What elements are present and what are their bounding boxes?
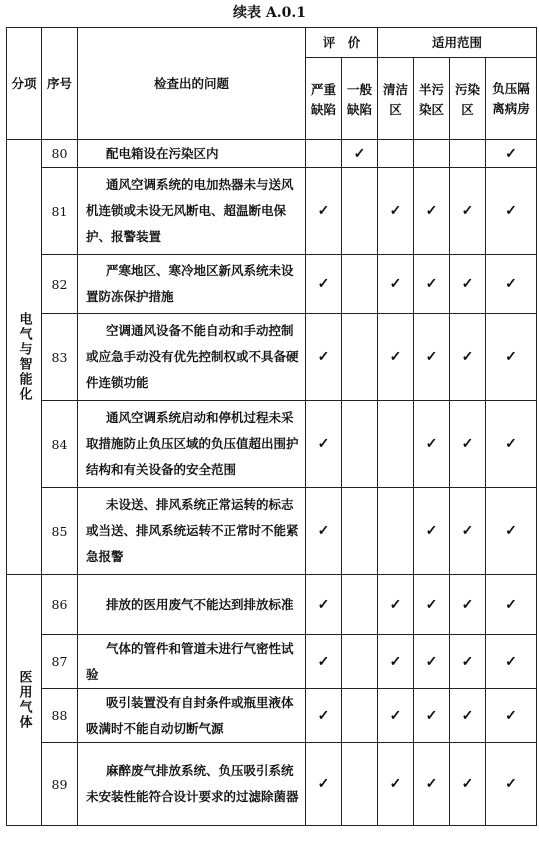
problem-text: 严寒地区、寒冷地区新风系统未设置防冻保护措施 [86, 263, 294, 304]
category-label: 医用气体 [16, 670, 32, 730]
mark-cell-semi [414, 635, 450, 689]
problem-text: 吸引装置没有自封条件或瓶里液体吸满时不能自动切断气源 [86, 694, 294, 736]
header-clean: 清洁区 [378, 58, 414, 140]
mark-cell-clean [378, 575, 414, 635]
mark-cell-polluted [450, 314, 486, 401]
check-icon: ✓ [425, 436, 438, 452]
mark-cell-semi [414, 401, 450, 488]
check-icon: ✓ [461, 653, 474, 670]
table-row [7, 635, 537, 689]
problem-text: 排放的医用废气不能达到排放标准 [106, 596, 294, 612]
mark-cell-severe [306, 488, 342, 575]
check-icon: ✓ [389, 596, 402, 613]
category-label: 电气与智能化 [16, 312, 32, 402]
mark-cell-polluted [450, 689, 486, 743]
problem-cell [78, 689, 306, 743]
mark-cell-semi [414, 575, 450, 635]
mark-cell-severe [306, 255, 342, 314]
mark-cell-polluted [450, 635, 486, 689]
check-icon: ✓ [505, 276, 517, 292]
mark-cell-polluted [450, 255, 486, 314]
mark-cell-clean [378, 743, 414, 826]
problem-text: 通风空调系统启动和停机过程未采取措施防止负压区域的负压值超出围护结构和有关设备的安全范围 [86, 410, 299, 477]
check-icon: ✓ [425, 707, 438, 724]
mark-cell-negative [486, 314, 537, 401]
problem-text: 配电箱设在污染区内 [106, 145, 219, 161]
check-icon: ✓ [461, 276, 474, 292]
mark-cell-negative [486, 401, 537, 488]
mark-cell-general [342, 743, 378, 826]
mark-cell-polluted [450, 140, 486, 168]
seq-cell: 83 [42, 314, 78, 401]
mark-cell-severe [306, 689, 342, 743]
problem-text: 通风空调系统的电加热器未与送风机连锁或未设无风断电、超温断电保护、报警装置 [86, 177, 294, 244]
table-row [7, 314, 537, 401]
mark-cell-semi [414, 168, 450, 255]
check-icon: ✓ [505, 145, 517, 162]
check-icon: ✓ [505, 653, 517, 670]
header-seq: 序号 [42, 28, 78, 140]
mark-cell-severe [306, 314, 342, 401]
check-icon: ✓ [389, 203, 402, 219]
inspection-table [6, 27, 537, 826]
header-evaluation: 评 价 [306, 28, 378, 58]
mark-cell-clean [378, 689, 414, 743]
mark-cell-general [342, 314, 378, 401]
check-icon: ✓ [425, 776, 438, 792]
check-icon: ✓ [425, 523, 438, 539]
mark-cell-clean [378, 488, 414, 575]
seq-cell: 84 [42, 401, 78, 488]
table-body [7, 140, 537, 826]
check-icon: ✓ [461, 707, 474, 724]
mark-cell-clean [378, 635, 414, 689]
mark-cell-general [342, 488, 378, 575]
mark-cell-negative [486, 689, 537, 743]
check-icon: ✓ [461, 203, 474, 219]
mark-cell-negative [486, 635, 537, 689]
header-category: 分项 [7, 28, 42, 140]
table-caption: 续表 A.0.1 [233, 5, 306, 21]
header-problem: 检查出的问题 [78, 28, 306, 140]
check-icon: ✓ [317, 776, 330, 792]
check-icon: ✓ [461, 523, 474, 539]
problem-text: 空调通风设备不能自动和手动控制或应急手动没有优先控制权或不具备硬件连锁功能 [86, 323, 299, 390]
check-icon: ✓ [505, 596, 517, 613]
table-row [7, 575, 537, 635]
check-icon: ✓ [505, 349, 517, 365]
check-icon: ✓ [425, 349, 438, 365]
problem-cell [78, 575, 306, 635]
seq-cell: 87 [42, 635, 78, 689]
check-icon: ✓ [461, 349, 474, 365]
check-icon: ✓ [505, 776, 517, 792]
mark-cell-severe [306, 635, 342, 689]
mark-cell-general [342, 635, 378, 689]
header-polluted: 污染区 [450, 58, 486, 140]
check-icon: ✓ [425, 276, 438, 292]
mark-cell-semi [414, 689, 450, 743]
check-icon: ✓ [425, 653, 438, 670]
table-row [7, 168, 537, 255]
mark-cell-polluted [450, 488, 486, 575]
check-icon: ✓ [505, 203, 517, 219]
mark-cell-general [342, 401, 378, 488]
mark-cell-semi [414, 488, 450, 575]
mark-cell-polluted [450, 401, 486, 488]
check-icon: ✓ [317, 436, 330, 452]
mark-cell-clean [378, 255, 414, 314]
table-row [7, 140, 537, 168]
table-row [7, 689, 537, 743]
table-row [7, 743, 537, 826]
problem-cell [78, 314, 306, 401]
header-semi: 半污染区 [414, 58, 450, 140]
mark-cell-semi [414, 314, 450, 401]
problem-cell [78, 255, 306, 314]
mark-cell-semi [414, 743, 450, 826]
check-icon: ✓ [461, 596, 474, 613]
mark-cell-severe [306, 140, 342, 168]
check-icon: ✓ [317, 203, 330, 219]
check-icon: ✓ [389, 349, 402, 365]
problem-cell [78, 635, 306, 689]
table-row [7, 255, 537, 314]
category-cell [7, 575, 42, 826]
mark-cell-polluted [450, 743, 486, 826]
problem-cell [78, 168, 306, 255]
check-icon: ✓ [425, 596, 438, 613]
problem-text: 未设送、排风系统正常运转的标志或当送、排风系统运转不正常时不能紧急报警 [86, 497, 299, 564]
mark-cell-semi [414, 255, 450, 314]
mark-cell-negative [486, 255, 537, 314]
seq-cell: 88 [42, 689, 78, 743]
check-icon: ✓ [353, 145, 366, 162]
mark-cell-clean [378, 401, 414, 488]
mark-cell-negative [486, 743, 537, 826]
mark-cell-severe [306, 168, 342, 255]
mark-cell-severe [306, 743, 342, 826]
mark-cell-clean [378, 168, 414, 255]
check-icon: ✓ [317, 653, 330, 670]
check-icon: ✓ [317, 707, 330, 724]
seq-cell: 86 [42, 575, 78, 635]
header-scope: 适用范围 [378, 28, 537, 58]
mark-cell-general [342, 168, 378, 255]
mark-cell-polluted [450, 575, 486, 635]
problem-cell [78, 140, 306, 168]
table-row [7, 401, 537, 488]
mark-cell-polluted [450, 168, 486, 255]
check-icon: ✓ [389, 707, 402, 724]
category-cell [7, 140, 42, 575]
check-icon: ✓ [389, 776, 402, 792]
table-row [7, 488, 537, 575]
mark-cell-clean [378, 314, 414, 401]
mark-cell-general [342, 140, 378, 168]
check-icon: ✓ [425, 203, 438, 219]
seq-cell: 80 [42, 140, 78, 168]
mark-cell-negative [486, 168, 537, 255]
seq-cell: 89 [42, 743, 78, 826]
check-icon: ✓ [317, 596, 330, 613]
mark-cell-negative [486, 488, 537, 575]
header-severe: 严重缺陷 [306, 58, 342, 140]
problem-cell [78, 401, 306, 488]
check-icon: ✓ [317, 523, 330, 539]
problem-text: 麻醉废气排放系统、负压吸引系统未安装性能符合设计要求的过滤除菌器 [86, 763, 299, 804]
check-icon: ✓ [461, 436, 474, 452]
header-negative: 负压隔离病房 [486, 58, 537, 140]
mark-cell-general [342, 255, 378, 314]
check-icon: ✓ [317, 349, 330, 365]
check-icon: ✓ [317, 276, 330, 292]
problem-text: 气体的管件和管道未进行气密性试验 [86, 640, 294, 682]
mark-cell-severe [306, 401, 342, 488]
check-icon: ✓ [389, 276, 402, 292]
seq-cell: 85 [42, 488, 78, 575]
mark-cell-negative [486, 140, 537, 168]
check-icon: ✓ [461, 776, 474, 792]
mark-cell-semi [414, 140, 450, 168]
check-icon: ✓ [505, 707, 517, 724]
problem-cell [78, 743, 306, 826]
mark-cell-general [342, 689, 378, 743]
mark-cell-clean [378, 140, 414, 168]
seq-cell: 82 [42, 255, 78, 314]
mark-cell-severe [306, 575, 342, 635]
mark-cell-general [342, 575, 378, 635]
check-icon: ✓ [505, 436, 517, 452]
problem-cell [78, 488, 306, 575]
mark-cell-negative [486, 575, 537, 635]
seq-cell: 81 [42, 168, 78, 255]
header-general: 一般缺陷 [342, 58, 378, 140]
check-icon: ✓ [389, 653, 402, 670]
check-icon: ✓ [505, 523, 517, 539]
